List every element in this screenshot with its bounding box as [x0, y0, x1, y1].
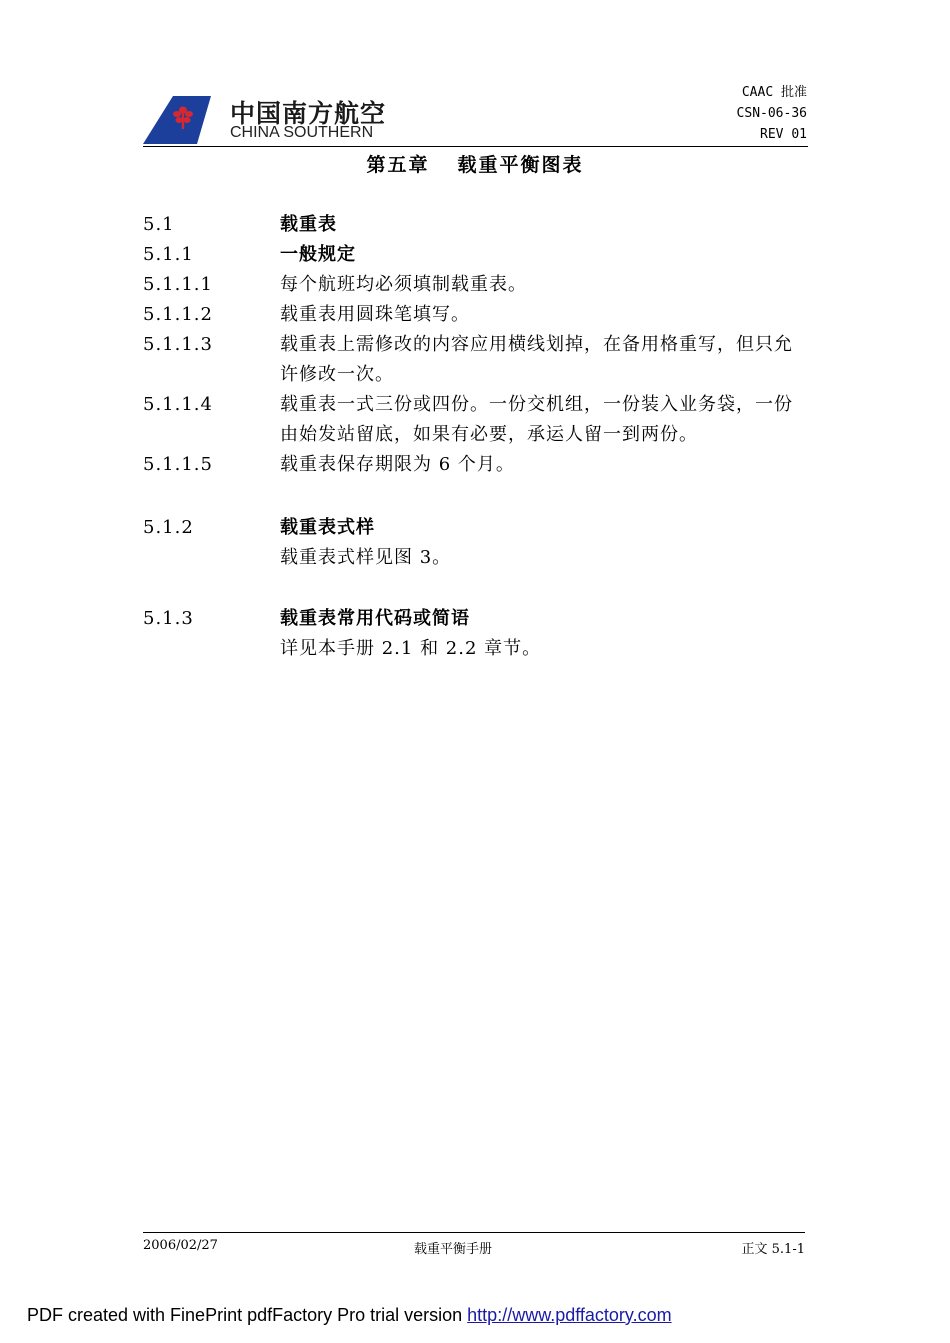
section-number: 5.1.3: [143, 608, 194, 629]
section-number: 5.1.1.2: [143, 304, 213, 325]
section-heading: 载重表: [280, 214, 337, 235]
pdffactory-link[interactable]: http://www.pdffactory.com: [467, 1305, 672, 1325]
section-text: 载重表式样见图 3。: [280, 547, 452, 568]
chapter-number: 第五章: [366, 154, 430, 176]
pdf-watermark: [27, 1305, 672, 1326]
section-number: 5.1.2: [143, 517, 194, 538]
section-text: 载重表一式三份或四份。一份交机组，一份装入业务袋，一份由始发站留底，如果有必要，承运人留一到两份。: [280, 394, 793, 445]
section-text: 详见本手册 2.1 和 2.2 章节。: [280, 638, 542, 659]
china-southern-logo: [143, 96, 211, 144]
footer-divider: [143, 1232, 805, 1233]
section-number: 5.1.1.1: [143, 274, 213, 295]
watermark-text: PDF created with FinePrint pdfFactory Pro trial version: [27, 1305, 463, 1325]
brand-name-english: CHINA SOUTHERN: [230, 124, 374, 141]
revision-label: REV 01: [760, 127, 807, 142]
doc-code: CSN-06-36: [736, 106, 807, 121]
footer-page-number: 正文 5.1-1: [741, 1242, 805, 1257]
section-number: 5.1.1.3: [143, 334, 213, 355]
chapter-heading: [0, 150, 950, 177]
section-heading: 一般规定: [280, 244, 356, 265]
brand-name-chinese: 中国南方航空: [230, 99, 387, 128]
chapter-title: 载重平衡图表: [457, 154, 584, 176]
section-number: 5.1.1: [143, 244, 194, 265]
section-number: 5.1: [143, 214, 175, 235]
footer-manual-title: 载重平衡手册: [414, 1242, 493, 1257]
approval-label: CAAC 批准: [741, 85, 807, 100]
section-heading: 载重表式样: [280, 517, 375, 538]
section-heading: 载重表常用代码或简语: [280, 608, 470, 629]
section-number: 5.1.1.5: [143, 454, 213, 475]
section-number: 5.1.1.4: [143, 394, 213, 415]
document-meta: [737, 82, 807, 145]
section-text: 载重表保存期限为 6 个月。: [280, 454, 515, 475]
section-text: 载重表上需修改的内容应用横线划掉，在备用格重写，但只允许修改一次。: [280, 334, 793, 385]
footer-date: 2006/02/27: [143, 1238, 218, 1253]
section-text: 每个航班均必须填制载重表。: [280, 274, 527, 295]
header-divider: [143, 146, 808, 147]
section-text: 载重表用圆珠笔填写。: [280, 304, 470, 325]
